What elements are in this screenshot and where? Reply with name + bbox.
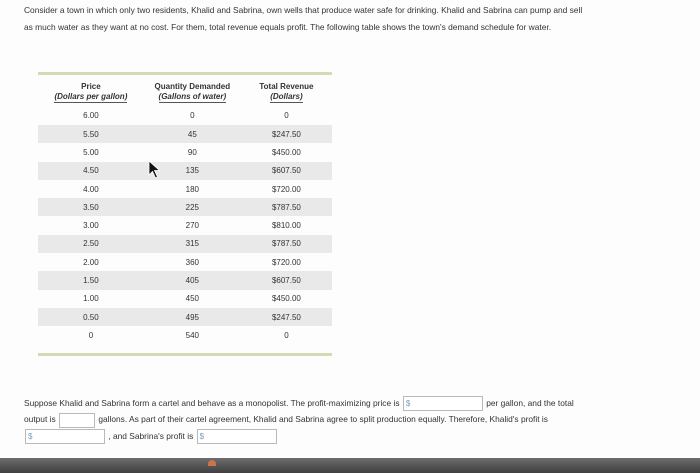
quantity-cell: 540 xyxy=(185,330,200,340)
demand-schedule-table xyxy=(38,72,332,356)
revenue-cell: $247.50 xyxy=(241,125,332,143)
price-cell: 0 xyxy=(88,330,94,340)
price-cell: 3.00 xyxy=(83,221,99,231)
footer-indicator xyxy=(208,460,216,466)
table-row xyxy=(38,290,332,308)
revenue-cell: 0 xyxy=(284,330,289,340)
quantity-cell: 90 xyxy=(187,147,197,157)
price-cell: 3.50 xyxy=(38,198,144,216)
output-input[interactable] xyxy=(59,413,95,428)
revenue-cell: 0 xyxy=(284,111,289,120)
revenue-cell: $450.00 xyxy=(271,147,301,157)
table-body xyxy=(38,106,332,345)
price-cell: 5.00 xyxy=(83,147,99,157)
price-header: Price xyxy=(81,82,101,91)
quantity-cell: 180 xyxy=(185,184,200,194)
revenue-cell: $450.00 xyxy=(271,294,301,304)
table-row xyxy=(38,180,332,198)
intro-line-2: as much water as they want at no cost. For them, total revenue equals profit. The following table shows the town's demand schedule for water. xyxy=(24,22,552,32)
price-cell: 1.50 xyxy=(38,271,144,289)
table-row xyxy=(38,106,332,125)
quantity-header: Quantity Demanded xyxy=(154,82,231,91)
revenue-header: Total Revenue xyxy=(259,82,314,91)
footer-bar xyxy=(0,458,700,473)
table-row xyxy=(38,198,332,216)
price-input[interactable]: $ xyxy=(403,396,483,411)
intro-line-1: Consider a town in which only two residents, Khalid and Sabrina, own wells that produce water safe for drinking. Khalid and Sabrina can pump and sell xyxy=(24,5,583,15)
price-cell: 6.00 xyxy=(83,111,99,120)
table-row xyxy=(38,235,332,253)
question-text xyxy=(24,395,694,444)
quantity-cell: 45 xyxy=(144,125,241,143)
table-bottom-rule xyxy=(38,353,332,356)
table-row xyxy=(38,271,332,289)
revenue-cell: $720.00 xyxy=(271,257,301,267)
revenue-cell: $720.00 xyxy=(271,184,301,194)
question-line-3: $ , and Sabrina's profit is $ xyxy=(24,428,694,444)
revenue-cell: $810.00 xyxy=(271,221,301,231)
quantity-cell: 225 xyxy=(144,198,241,216)
quantity-cell: 135 xyxy=(144,162,241,180)
price-cell: 5.50 xyxy=(38,125,144,143)
question-line-2: output is gallons. As part of their cartel agreement, Khalid and Sabrina agree to split production equally. Therefore, Khalid's profit is xyxy=(24,411,694,427)
quantity-cell: 270 xyxy=(185,221,200,231)
revenue-cell: $787.50 xyxy=(241,198,332,216)
quantity-cell: 360 xyxy=(185,257,200,267)
quantity-cell: 315 xyxy=(144,235,241,253)
table-row xyxy=(38,125,332,143)
price-cell: 4.00 xyxy=(83,184,99,194)
question-line-1: Suppose Khalid and Sabrina form a cartel and behave as a monopolist. The profit-maximizing price is $ per gallon, and the total xyxy=(24,395,694,411)
table-row xyxy=(38,216,332,234)
table-row xyxy=(38,162,332,180)
quantity-cell: 0 xyxy=(190,111,195,120)
price-cell: 1.00 xyxy=(83,294,99,304)
price-cell: 2.00 xyxy=(83,257,99,267)
quantity-unit-header: (Gallons of water) xyxy=(158,92,227,101)
table-row xyxy=(38,326,332,344)
revenue-cell: $607.50 xyxy=(241,271,332,289)
quantity-cell: 405 xyxy=(144,271,241,289)
table-row xyxy=(38,253,332,271)
price-cell: 0.50 xyxy=(38,308,144,326)
price-cell: 4.50 xyxy=(38,162,144,180)
price-cell: 2.50 xyxy=(38,235,144,253)
revenue-unit-header: (Dollars) xyxy=(270,92,303,101)
table-row xyxy=(38,143,332,161)
quantity-cell: 450 xyxy=(185,294,200,304)
revenue-cell: $787.50 xyxy=(241,235,332,253)
intro-text xyxy=(24,2,694,36)
table-row xyxy=(38,308,332,326)
khalid-profit-input[interactable]: $ xyxy=(25,429,105,444)
sabrina-profit-input[interactable]: $ xyxy=(197,429,277,444)
revenue-cell: $247.50 xyxy=(241,308,332,326)
mouse-cursor-icon xyxy=(148,160,162,180)
quantity-cell: 495 xyxy=(144,308,241,326)
revenue-cell: $607.50 xyxy=(241,162,332,180)
price-unit-header: (Dollars per gallon) xyxy=(54,92,128,101)
